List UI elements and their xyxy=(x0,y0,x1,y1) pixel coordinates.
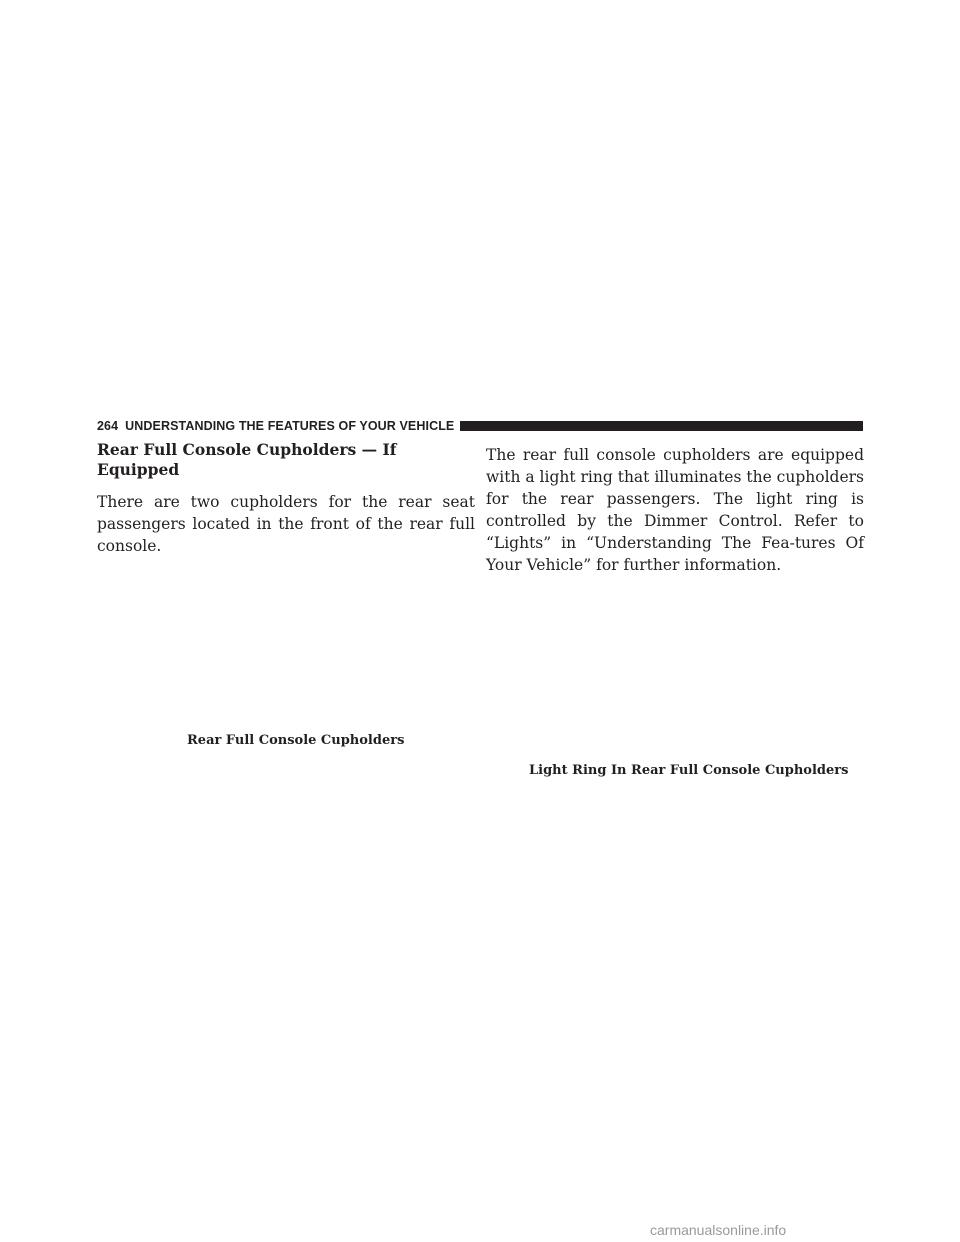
header-rule xyxy=(460,421,863,431)
section-title: UNDERSTANDING THE FEATURES OF YOUR VEHICLE xyxy=(125,419,455,433)
page-header xyxy=(97,419,863,433)
right-paragraph: The rear full console cupholders are equipped with a light ring that illuminates the cupholders for the rear passengers. The light ring is controlled by the Dimmer Control. Refer to “Lights” in “Understanding The Fea-tures Of Your Vehicle” for further information. xyxy=(486,446,864,574)
page-number: 264 xyxy=(97,419,119,433)
section-heading: Rear Full Console Cupholders — If Equipped xyxy=(97,440,397,479)
figure-caption-right: Light Ring In Rear Full Console Cupholders xyxy=(529,763,849,778)
right-column xyxy=(486,444,864,576)
left-column xyxy=(97,440,475,557)
figure-caption-left: Rear Full Console Cupholders xyxy=(187,733,405,748)
watermark[interactable]: carmanualsonline.info xyxy=(650,1222,787,1238)
left-paragraph: There are two cupholders for the rear seat passengers located in the front of the rear full console. xyxy=(97,493,475,555)
